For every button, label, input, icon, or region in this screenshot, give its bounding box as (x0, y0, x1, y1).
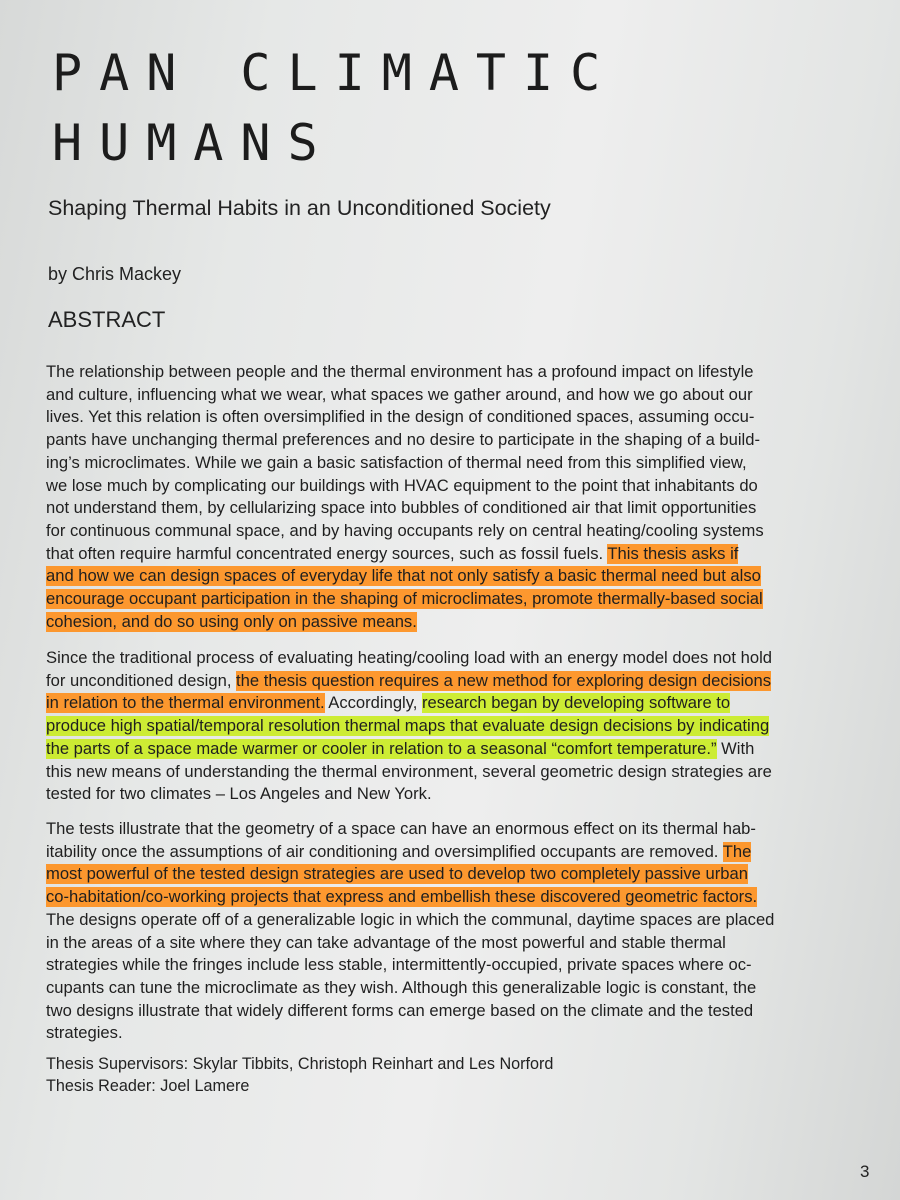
text-run: itability once the assumptions of air conditioning and oversimplified occupants are removed. (46, 841, 723, 861)
text-line (46, 761, 858, 784)
text-line (46, 863, 858, 886)
text-run: The tests illustrate that the geometry of a space can have an enormous effect on its thermal hab- (46, 819, 756, 838)
text-line (46, 384, 858, 407)
text-run: pants have unchanging thermal preferences and no desire to participate in the shaping of a build- (46, 430, 761, 450)
abstract-heading: ABSTRACT (48, 307, 166, 332)
text-line (46, 1000, 858, 1023)
highlight-orange: cohesion, and do so using only on passive means. (46, 611, 417, 631)
abstract-paragraph-3 (46, 818, 858, 1045)
text-run: tested for two climates – Los Angeles and New York. (46, 784, 432, 804)
text-run: in the areas of a site where they can take advantage of the most powerful and stable thermal (46, 932, 726, 952)
text-run: ing’s microclimates. While we gain a basic satisfaction of thermal need from this simplified view, (46, 452, 747, 472)
highlight-orange: The (722, 841, 752, 861)
text-line (46, 406, 858, 429)
text-run: we lose much by complicating our buildings with HVAC equipment to the point that inhabitants do (46, 475, 758, 495)
text-run: Since the traditional process of evaluating heating/cooling load with an energy model does not hold (46, 648, 772, 667)
highlight-green: produce high spatial/temporal resolution thermal maps that evaluate design decisions by indicating (46, 716, 770, 736)
text-line (46, 841, 858, 864)
thesis-credits (46, 1053, 553, 1097)
text-run: two designs illustrate that widely different forms can emerge based on the climate and the tested (46, 1000, 754, 1020)
abstract-paragraph-2 (46, 647, 858, 806)
text-run: cupants can tune the microclimate as they wish. Although this generalizable logic is constant, the (46, 977, 757, 997)
highlight-green: the parts of a space made warmer or cooler in relation to a seasonal “comfort temperature.” (46, 738, 717, 758)
text-line (46, 520, 858, 543)
text-line (46, 909, 858, 932)
text-line (46, 783, 858, 806)
text-run: lives. Yet this relation is often oversimplified in the design of conditioned spaces, assuming occu- (46, 407, 755, 427)
text-run: strategies. (46, 1023, 123, 1043)
highlight-green: research began by developing software to (422, 693, 731, 713)
text-line (46, 738, 858, 761)
text-run: strategies while the fringes include less stable, intermittently-occupied, private spaces where oc- (46, 955, 752, 975)
text-line (46, 670, 858, 693)
text-run: this new means of understanding the thermal environment, several geometric design strategies are (46, 761, 772, 781)
text-run: not understand them, by cellularizing space into bubbles of conditioned air that limit opportunities (46, 498, 757, 518)
text-line (46, 954, 858, 977)
text-line (46, 886, 858, 909)
text-line (46, 475, 858, 498)
text-line (46, 715, 858, 738)
text-line (46, 452, 858, 475)
text-line (46, 588, 858, 611)
text-line (46, 497, 858, 520)
highlight-orange: in relation to the thermal environment. (46, 693, 325, 713)
title-line-2: HUMANS (52, 114, 335, 172)
page-number: 3 (860, 1162, 870, 1181)
text-line (46, 647, 858, 670)
highlight-orange: encourage occupant participation in the shaping of microclimates, promote thermally-based social (46, 589, 763, 609)
text-run: for unconditioned design, (46, 670, 237, 690)
text-run: that often require harmful concentrated energy sources, such as fossil fuels. (46, 543, 608, 563)
document-subtitle: Shaping Thermal Habits in an Unconditioned Society (48, 196, 551, 220)
text-line (46, 932, 858, 955)
thesis-reader: Thesis Reader: Joel Lamere (46, 1077, 250, 1095)
text-run: The designs operate off of a generalizable logic in which the communal, daytime spaces are placed (46, 909, 775, 929)
text-line (46, 692, 858, 715)
text-line (46, 1022, 858, 1045)
highlight-orange: the thesis question requires a new method for exploring design decisions (236, 670, 772, 690)
document-title (52, 38, 617, 178)
text-line (46, 977, 858, 1000)
highlight-orange: This thesis asks if (607, 543, 739, 563)
thesis-supervisors: Thesis Supervisors: Skylar Tibbits, Christoph Reinhart and Les Norford (46, 1055, 554, 1073)
title-line-1: PAN CLIMATIC (52, 44, 618, 102)
text-run: With (716, 738, 755, 758)
text-line (46, 818, 858, 841)
text-run: Accordingly, (324, 693, 423, 713)
highlight-orange: most powerful of the tested design strategies are used to develop two completely passive urban (46, 864, 748, 884)
text-line (46, 565, 858, 588)
text-line (46, 611, 858, 634)
text-line (46, 361, 858, 384)
text-run: The relationship between people and the thermal environment has a profound impact on lifestyle (46, 362, 754, 381)
text-run: for continuous communal space, and by having occupants rely on central heating/cooling systems (46, 520, 764, 540)
text-line (46, 543, 858, 566)
highlight-orange: co-habitation/co-working projects that express and embellish these discovered geometric factors. (46, 887, 758, 907)
text-line (46, 429, 858, 452)
text-run: and culture, influencing what we wear, what spaces we gather around, and how we go about our (46, 384, 753, 404)
highlight-orange: and how we can design spaces of everyday life that not only satisfy a basic thermal need but also (46, 566, 761, 586)
abstract-paragraph-1 (46, 361, 858, 633)
author-byline: by Chris Mackey (48, 264, 182, 284)
